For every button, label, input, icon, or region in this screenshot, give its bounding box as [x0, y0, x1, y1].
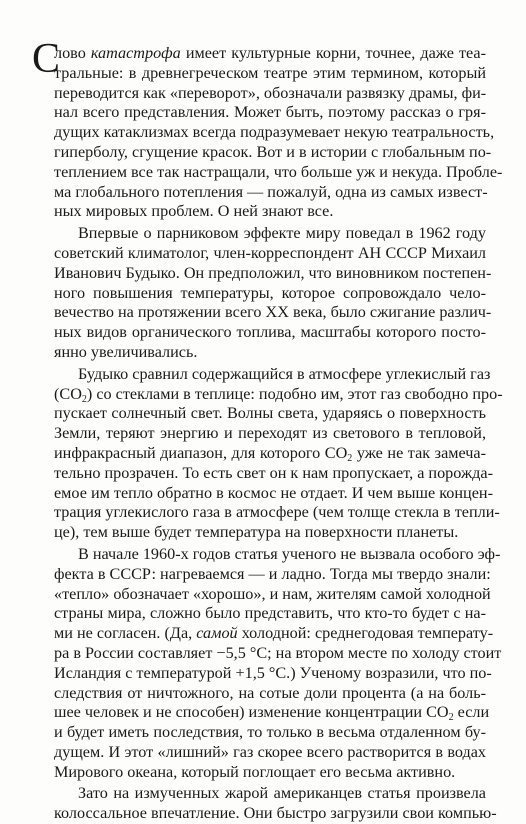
text-line: Будыко сравнил содержащийся в атмосфере углекислый газ: [78, 364, 491, 383]
text-line: инфракрасный диапазон, для которого $СО_2$ уже не так замеча-: [54, 443, 486, 464]
text-line: Впервые о парниковом эффекте миру поведал в 1962 году: [78, 224, 486, 243]
text-line: С лово катастрофа имеет культурные корни, точнее, даже теа-: [32, 36, 486, 82]
text-line: Зато на измученных жарой американцев статья произвела: [78, 784, 486, 803]
text-line: колоссальное впечатление. Они быстро загрузили свои компью-: [54, 804, 497, 823]
text-line: ра в России составляет −5,5 °С; на втором месте по холоду стоит: [54, 643, 502, 662]
paragraph: [54, 364, 503, 543]
paragraph: [54, 784, 497, 824]
text-line: переводится как «переворот», обозначали развязку драмы, фи-: [54, 83, 487, 102]
text-line: следствия от ничтожного, на сотые доли процента (а на боль-: [54, 683, 486, 702]
subscript: 2: [448, 712, 454, 724]
subscript: 2: [347, 452, 353, 464]
text-line: В начале 1960-х годов статья ученого не вызвала особого эф-: [78, 544, 501, 563]
paragraph: [54, 224, 492, 363]
text-line: ных видов органического топлива, масштабы которого посто-: [54, 323, 486, 342]
paragraph: [32, 36, 503, 222]
text-line: шее человек и не способен) изменение концентрации $СО_2$ если: [54, 703, 490, 724]
paragraph: [54, 544, 502, 783]
text-line: дущем. И этот «лишний» газ скорее всего растворится в водах: [54, 742, 486, 761]
text-line: «тепло» обозначает «хорошо», и нам, жителям самой холодной: [54, 584, 491, 603]
text-line: це), тем выше будет температура на поверхности планеты.: [54, 523, 459, 542]
text-line: ных мировых проблем. О ней знают все.: [54, 202, 334, 221]
emphasis: самой: [196, 624, 238, 643]
text-line: страны мира, сложно было представить, что кто-то будет с на-: [54, 604, 486, 623]
text-line: $(СО_2)$ со стеклами в теплице: подобно им, этот газ свободно про-: [54, 384, 503, 405]
text-line: и будет иметь последствия, то только в весьма отдаленном бу-: [54, 723, 486, 742]
text-line: гиперболу, сгущение красок. Вот и в истории с глобальным по-: [54, 142, 492, 161]
text-line: вечество на протяжении всего XX века, было сжигание различ-: [54, 303, 492, 322]
text-line: пускает солнечный свет. Волны света, ударяясь о поверхность: [54, 404, 486, 423]
text-line: советский климатолог, член-корреспондент АН СССР Михаил: [54, 243, 486, 262]
text-line: ма глобального потепления — пожалуй, одна из самых извест-: [54, 182, 488, 201]
text-line: тральные: в древнегреческом театре этим термином, который: [54, 63, 486, 82]
text-line: емое им тепло обратно в космос не отдает. И чем выше концен-: [54, 483, 493, 502]
text-line: тельно прозрачен. То есть свет он к нам пропускает, а порожда-: [54, 463, 493, 482]
text-line: Исландия с температурой +1,5 °С.) Ученому возразили, что по-: [54, 663, 492, 682]
drop-cap: С: [32, 36, 61, 82]
text-line: дущих катаклизмах всегда подразумевает некую театральность,: [54, 123, 495, 142]
text-line: фекта в СССР: нагреваемся — и ладно. Тогда мы твердо знали:: [54, 564, 491, 583]
subscript: 2: [81, 393, 87, 405]
text-line: ми не согласен. (Да, самой холодной: среднегодовая температу-: [54, 624, 494, 643]
text-line: ного повышения температуры, которое сопровождало чело-: [54, 283, 486, 302]
text-line: теплением все так настращали, что больше уж и некуда. Пробле-: [54, 162, 503, 181]
text-line: Земли, теряют энергию и переходят из светового в тепловой,: [54, 424, 486, 443]
text-line: Мирового океана, который поглощает его весьма активно.: [54, 762, 456, 781]
text-line: нал всего представления. Может быть, поэтому рассказ о гря-: [54, 103, 486, 122]
text-line: янно увеличивались.: [54, 342, 198, 361]
text-line: трация углекислого газа в атмосфере (чем толще стекла в тепли-: [54, 503, 500, 522]
text-line: Иванович Будыко. Он предположил, что виновником постепен-: [54, 263, 492, 282]
emphasis: катастрофа: [90, 44, 181, 62]
